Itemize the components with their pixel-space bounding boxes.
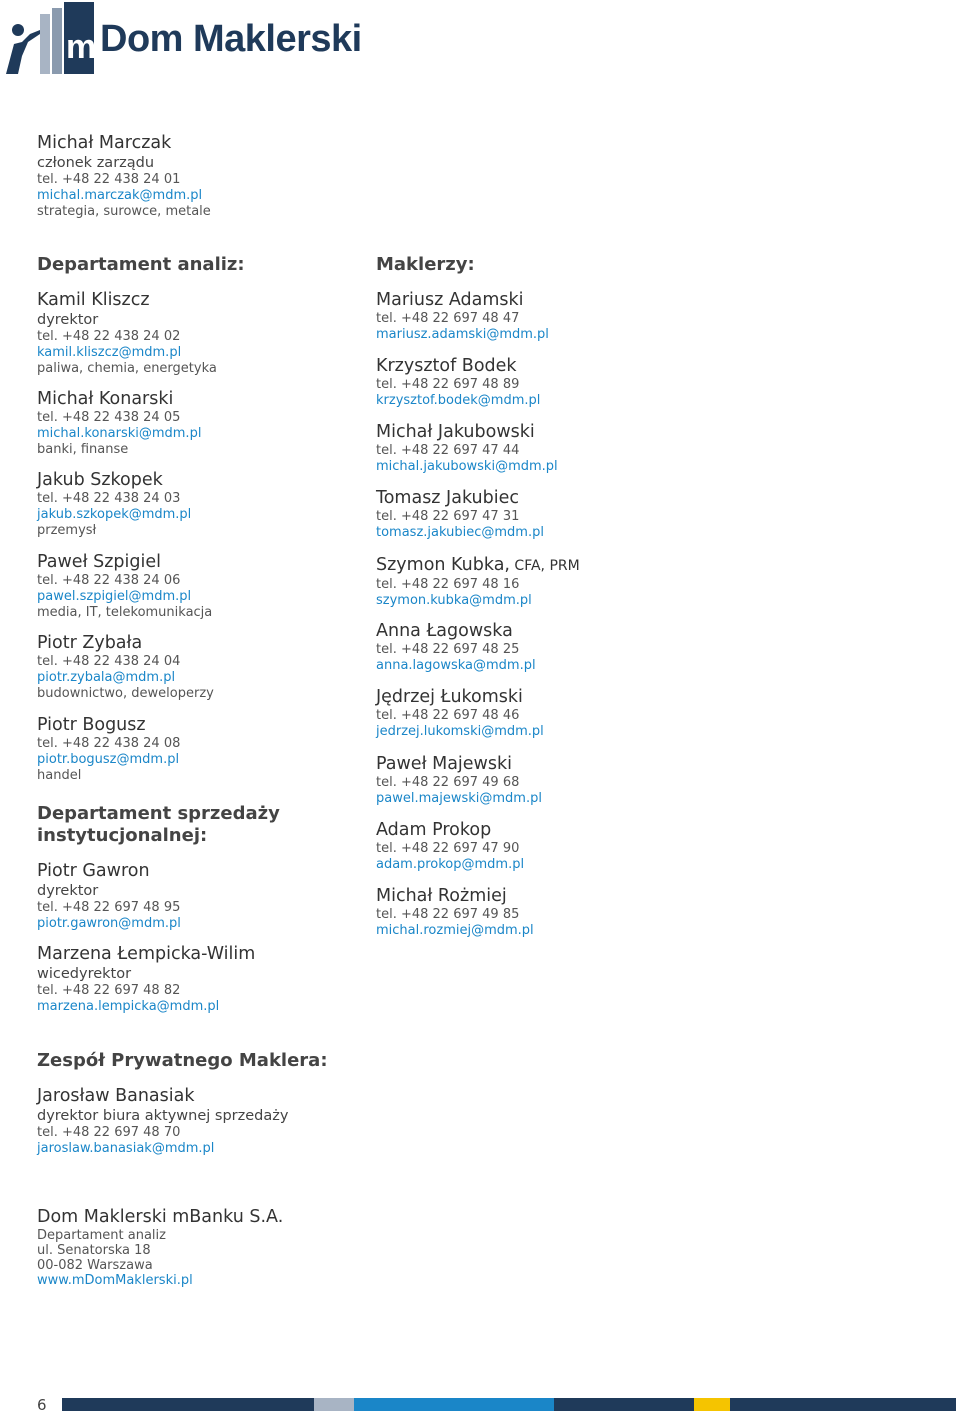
- person-email[interactable]: jedrzej.lukomski@mdm.pl: [376, 724, 544, 739]
- person-email[interactable]: michal.konarski@mdm.pl: [37, 426, 202, 441]
- person-email[interactable]: michal.jakubowski@mdm.pl: [376, 459, 558, 474]
- analyst-szkopek: [37, 470, 191, 539]
- footer-bar-navy: [62, 1398, 314, 1411]
- analysis-department: [37, 254, 245, 276]
- person-tel: tel. +48 22 438 24 02: [37, 329, 181, 344]
- person-role: dyrektor: [37, 312, 99, 328]
- section-heading: Zespół Prywatnego Maklera:: [37, 1050, 328, 1071]
- person-tel: tel. +48 22 697 48 89: [376, 377, 520, 392]
- person-tel: tel. +48 22 438 24 04: [37, 654, 181, 669]
- person-name: Michał Jakubowski: [376, 422, 535, 442]
- person-tel: tel. +48 22 697 47 44: [376, 443, 520, 458]
- person-email[interactable]: krzysztof.bodek@mdm.pl: [376, 393, 541, 408]
- person-name: Anna Łagowska: [376, 621, 513, 641]
- person-tel: tel. +48 22 697 48 25: [376, 642, 520, 657]
- person-email[interactable]: mariusz.adamski@mdm.pl: [376, 327, 549, 342]
- person-sector: handel: [37, 768, 82, 783]
- analyst-konarski: [37, 389, 201, 458]
- person-name: Paweł Szpigiel: [37, 552, 161, 572]
- person-role: dyrektor: [37, 883, 99, 899]
- company-website-link[interactable]: www.mDomMaklerski.pl: [37, 1273, 193, 1288]
- section-heading-cont: instytucjonalnej:: [37, 825, 208, 846]
- board-member: [37, 133, 211, 220]
- broker-rozmiej: [376, 886, 534, 939]
- footer-bar-navy-2: [554, 1398, 694, 1411]
- footer-bar-yellow: [694, 1398, 730, 1411]
- person-email[interactable]: tomasz.jakubiec@mdm.pl: [376, 525, 544, 540]
- person-email[interactable]: anna.lagowska@mdm.pl: [376, 658, 536, 673]
- person-tel: tel. +48 22 438 24 05: [37, 410, 181, 425]
- company-dept: Departament analiz: [37, 1228, 166, 1243]
- broker-prokop: [376, 820, 524, 873]
- person-sector: strategia, surowce, metale: [37, 204, 211, 219]
- person-name: Adam Prokop: [376, 820, 492, 840]
- person-email[interactable]: adam.prokop@mdm.pl: [376, 857, 525, 872]
- person-name: Piotr Zybała: [37, 633, 143, 653]
- broker-jakubiec: [376, 488, 544, 541]
- private-broker-team: [37, 1050, 328, 1072]
- broker-kubka: [376, 555, 580, 609]
- person-name: Jakub Szkopek: [37, 470, 163, 490]
- section-heading: Departament sprzedaży: [37, 803, 280, 824]
- footer-bar-navy-3: [730, 1398, 956, 1411]
- person-tel: tel. +48 22 438 24 01: [37, 172, 181, 187]
- person-role: dyrektor biura aktywnej sprzedaży: [37, 1108, 289, 1124]
- person-tel: tel. +48 22 438 24 03: [37, 491, 181, 506]
- person-name: Krzysztof Bodek: [376, 356, 517, 376]
- person-name: Marzena Łempicka-Wilim: [37, 944, 256, 964]
- person-tel: tel. +48 22 697 48 47: [376, 311, 520, 326]
- person-email[interactable]: piotr.bogusz@mdm.pl: [37, 752, 180, 767]
- section-heading: Departament analiz:: [37, 254, 245, 275]
- person-sector: paliwa, chemia, energetyka: [37, 361, 217, 376]
- person-email[interactable]: kamil.kliszcz@mdm.pl: [37, 345, 182, 360]
- person-role: wicedyrektor: [37, 966, 132, 982]
- private-banasiak: [37, 1086, 288, 1157]
- broker-adamski: [376, 290, 549, 343]
- person-role: członek zarządu: [37, 155, 155, 171]
- person-tel: tel. +48 22 697 48 46: [376, 708, 520, 723]
- broker-majewski: [376, 754, 542, 807]
- company-city: 00-082 Warszawa: [37, 1258, 153, 1273]
- person-tel: tel. +48 22 697 48 70: [37, 1125, 181, 1140]
- broker-lukomski: [376, 687, 544, 740]
- person-email[interactable]: michal.rozmiej@mdm.pl: [376, 923, 534, 938]
- broker-jakubowski: [376, 422, 558, 475]
- person-name-row: [376, 555, 580, 577]
- person-name: Paweł Majewski: [376, 754, 512, 774]
- person-name: Piotr Gawron: [37, 861, 150, 881]
- brokers-section: [376, 254, 475, 276]
- person-tel: tel. +48 22 697 47 31: [376, 509, 520, 524]
- sales-department: [37, 803, 280, 847]
- analyst-bogusz: [37, 715, 180, 784]
- broker-bodek: [376, 356, 540, 409]
- person-tel: tel. +48 22 438 24 08: [37, 736, 181, 751]
- broker-lagowska: [376, 621, 536, 674]
- analyst-kliszcz: [37, 290, 217, 377]
- person-email[interactable]: jakub.szkopek@mdm.pl: [37, 507, 192, 522]
- person-tel: tel. +48 22 697 48 82: [37, 983, 181, 998]
- person-tel: tel. +48 22 697 47 90: [376, 841, 520, 856]
- person-tel: tel. +48 22 697 49 85: [376, 907, 520, 922]
- person-email[interactable]: marzena.lempicka@mdm.pl: [37, 999, 220, 1014]
- person-email[interactable]: piotr.gawron@mdm.pl: [37, 916, 181, 931]
- person-tel: tel. +48 22 697 48 95: [37, 900, 181, 915]
- person-name: Tomasz Jakubiec: [376, 488, 519, 508]
- person-tel: tel. +48 22 697 49 68: [376, 775, 520, 790]
- sales-lempicka: [37, 944, 255, 1015]
- logo-text: Dom Maklerski: [100, 18, 362, 60]
- page-number: 6: [37, 1396, 47, 1414]
- section-heading: Maklerzy:: [376, 254, 475, 275]
- person-email[interactable]: jaroslaw.banasiak@mdm.pl: [37, 1141, 215, 1156]
- person-name: Michał Konarski: [37, 389, 174, 409]
- person-name: Jarosław Banasiak: [37, 1086, 195, 1106]
- person-name: Kamil Kliszcz: [37, 290, 150, 310]
- company-street: ul. Senatorska 18: [37, 1243, 151, 1258]
- person-tel: tel. +48 22 438 24 06: [37, 573, 181, 588]
- person-name: Michał Rożmiej: [376, 886, 507, 906]
- person-name: Szymon Kubka,: [376, 555, 510, 575]
- person-sector: budownictwo, deweloperzy: [37, 686, 214, 701]
- footer-bar-blue: [354, 1398, 554, 1411]
- person-credentials: CFA, PRM: [509, 558, 580, 574]
- person-name: Michał Marczak: [37, 133, 172, 153]
- person-email[interactable]: pawel.szpigiel@mdm.pl: [37, 589, 192, 604]
- person-sector: przemysł: [37, 523, 97, 538]
- person-name: Piotr Bogusz: [37, 715, 146, 735]
- person-email[interactable]: pawel.majewski@mdm.pl: [376, 791, 542, 806]
- person-tel: tel. +48 22 697 48 16: [376, 577, 520, 592]
- person-sector: media, IT, telekomunikacja: [37, 605, 213, 620]
- analyst-szpigiel: [37, 552, 212, 621]
- analyst-zybala: [37, 633, 214, 702]
- person-email[interactable]: piotr.zybala@mdm.pl: [37, 670, 176, 685]
- company-address: [37, 1207, 283, 1288]
- person-email[interactable]: michal.marczak@mdm.pl: [37, 188, 203, 203]
- person-name: Jędrzej Łukomski: [376, 687, 523, 707]
- company-logo: [0, 0, 360, 80]
- person-email[interactable]: szymon.kubka@mdm.pl: [376, 593, 532, 608]
- footer-bar-gray: [314, 1398, 354, 1411]
- person-sector: banki, finanse: [37, 442, 129, 457]
- person-name: Mariusz Adamski: [376, 290, 524, 310]
- logo-mark-icon: [0, 0, 100, 80]
- sales-gawron: [37, 861, 181, 932]
- company-name: Dom Maklerski mBanku S.A.: [37, 1207, 284, 1227]
- svg-text:m: m: [66, 28, 97, 66]
